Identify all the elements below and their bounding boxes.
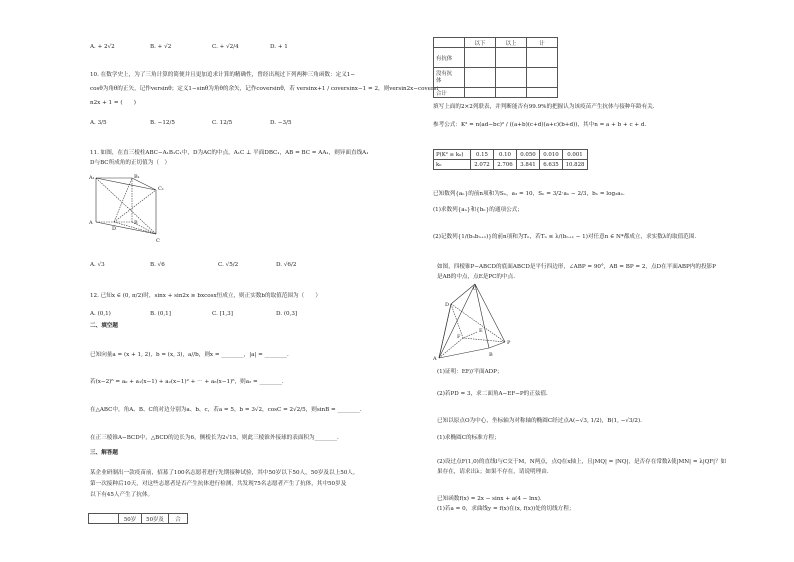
cell xyxy=(465,88,496,98)
q18-line-2: (1)求数列{aₙ}和{bₙ}的通项公式； xyxy=(433,207,523,213)
q19-part-2: (2)若PD = 3，求二面角A−EF−P的正弦值. xyxy=(437,391,548,397)
cell: 合计 xyxy=(434,88,465,98)
q20-line-2: (1)求椭圆C的标准方程； xyxy=(437,435,500,441)
contingency-table xyxy=(433,37,558,98)
cell: 没有抗 体 xyxy=(434,68,465,88)
cell xyxy=(527,68,558,88)
cell: k₀ xyxy=(434,160,471,170)
q19-part-1: (1)证明：EF//平面ADP； xyxy=(437,369,503,375)
label-f: F xyxy=(457,334,461,340)
label-c1: C₁ xyxy=(158,186,164,192)
cell: 10.828 xyxy=(563,160,588,170)
cell: 3.841 xyxy=(517,160,540,170)
q10-option-c: C. 12/5 xyxy=(212,120,233,126)
q12-option-d: D. (0,3] xyxy=(276,311,298,317)
q21-line-2: (1)若a = 0，求曲线y = f(x)在(x, f(x))处的切线方程； xyxy=(437,506,575,512)
cell xyxy=(496,88,527,98)
q9-option-a: A. + 2√2 xyxy=(90,44,115,50)
fill-q16: 在正三棱锥A−BCD中，△BCD的边长为6，侧棱长为2√15，则此三棱锥外接球的表面积为________. xyxy=(90,435,339,441)
cell: 6.635 xyxy=(540,160,563,170)
cell: 有抗体 xyxy=(434,48,465,68)
label-a: A xyxy=(433,356,437,362)
q19-line-2: 是AB的中点，点E是PC的中点. xyxy=(437,274,515,280)
q20-line-3: (2)设过点F(1,0)的直线l与C交于M，N两点，点Q在x轴上，且|MQ| = |NQ|，是否存在常数λ使|MN| = λ|QF|？如 xyxy=(437,459,727,465)
section-fill-in: 二、填空题 xyxy=(90,323,118,329)
cell: 2.072 xyxy=(471,160,494,170)
q9-option-d: D. + 1 xyxy=(270,44,288,50)
cell: 合 xyxy=(169,514,188,524)
cell xyxy=(496,68,527,88)
fill-note: 填写上面的2×2列联表，并判断能否有99.9%的把握认为该疫苗产生抗体与接种年龄有关. xyxy=(433,104,655,110)
fill-q15: 在△ABC中，角A、B、C的对边分别为a、b、c，若a = 5，b = 3√2，cosC = 2√2/5，则sinB = ________. xyxy=(90,407,362,413)
q12-option-b: B. (0,1] xyxy=(150,311,171,317)
cell xyxy=(527,48,558,68)
fill-q13: 已知向量a = (x + 1, 2)，b = (x, 3)，a//b，则x = ________，|a| = ________. xyxy=(90,352,289,358)
formula: 参考公式：K² = n(ad−bc)² / ((a+b)(c+d)(a+c)(b+d))，其中n = a + b + c + d. xyxy=(433,122,647,128)
q11-option-c: C. √5/2 xyxy=(218,262,239,268)
section-solutions: 三、解答题 xyxy=(90,450,118,456)
cell xyxy=(496,48,527,68)
label-b: B xyxy=(134,220,138,226)
q19-line-1: 如图，四棱锥P−ABCD的底面ABCD是平行四边形，∠ABP = 90°，AB = BP = 2，点D在平面ABP内的投影P xyxy=(437,264,716,270)
q10-option-a: A. 3/5 xyxy=(90,120,107,126)
pyramid-figure xyxy=(433,282,523,362)
q12-option-a: A. (0,1) xyxy=(90,311,111,317)
q20-line-1: 已知以原点O为中心，坐标轴为对称轴的椭圆C经过点A(−√3, 1/2)，B(1, −√3/2). xyxy=(437,418,642,424)
q12-line: 12. 已知x ∈ (0, π/2)时，sinx + sin2x ≥ bxcosx恒成立，则正实数b的取值范围为（ ） xyxy=(90,293,321,299)
q12-option-c: C. [1,3] xyxy=(212,311,233,317)
cell xyxy=(434,38,465,48)
q11-option-b: B. √6 xyxy=(150,262,165,268)
cell: 以下 xyxy=(465,38,496,48)
cell: 50岁及 xyxy=(142,514,169,524)
cell xyxy=(465,68,496,88)
cell: 计 xyxy=(527,38,558,48)
q11-line-2: D与BC所成角的正切值为（ ） xyxy=(90,160,171,166)
cell: 0.010 xyxy=(540,150,563,160)
label-p: P xyxy=(507,340,511,346)
q10-line-3: n2x + 1 = ( ) xyxy=(90,100,136,106)
table-bottom-header xyxy=(88,513,188,524)
q9-option-c: C. + √2/4 xyxy=(212,44,239,50)
cell: 0.15 xyxy=(471,150,494,160)
cell: 0.050 xyxy=(517,150,540,160)
q10-line-1: 10. 在数学史上，为了三角计算的简便并且更加追求计算的精确性，曾经出现过下列两种三角函数：定义1− xyxy=(90,72,356,78)
cell: 以上 xyxy=(496,38,527,48)
q17-line-2: 第一次接种后10天，对这些志愿者是否产生抗体进行检测，共发现75名志愿者产生了抗体，其中50岁及 xyxy=(90,481,347,487)
q21-line-1: 已知函数f(x) = 2x − sinx + a(4 − lnx). xyxy=(437,496,542,502)
q11-option-d: D. √6/2 xyxy=(276,262,297,268)
fill-q14: 若(x−2)⁶ = a₀ + a₁(x−1) + a₂(x−1)² + ⋯ + a₆(x−1)⁶，则a₂ = ________. xyxy=(90,379,284,385)
cell: 0.10 xyxy=(494,150,517,160)
q18-line-3: (2)记数列{1/(bₙbₙ₊₁)}的前n项和为Tₙ，若Tₙ ≤ λ/(bₙ₊₁ − 1)对任意n ∈ N*都成立，求实数λ的取值范围. xyxy=(433,234,697,240)
label-b1: B₁ xyxy=(134,174,140,180)
right-column xyxy=(397,0,794,562)
q11-option-a: A. √3 xyxy=(90,262,105,268)
q10-option-b: B. −12/5 xyxy=(150,120,175,126)
q9-option-b: B. + √2 xyxy=(150,44,172,50)
label-b: B xyxy=(489,352,493,358)
label-a1: A₁ xyxy=(89,175,95,181)
critical-value-table xyxy=(433,149,588,170)
prism-figure xyxy=(88,172,168,247)
q10-line-2: cosθ为角θ的正矢，记作versinθ；定义1−sinθ为角θ的余矢，记作coversinθ，若 versinx+1 / coversinx−1 = 2，则versin2x−coversi xyxy=(90,86,439,92)
label-a: A xyxy=(89,220,93,226)
q18-line-1: 已知数列{aₙ}的前n项和为Sₙ，a₃ = 10，Sₙ = 3/2·aₙ − 2/3，bₙ = log₃aₙ. xyxy=(433,191,625,197)
cell xyxy=(527,88,558,98)
cell: 0.001 xyxy=(563,150,588,160)
cell xyxy=(465,48,496,68)
q17-line-1: 某企业研制出一款疫苗前，招募了100名志愿者进行先期接种试验，其中50岁以下50人，50岁及以上50人。 xyxy=(90,470,359,476)
label-d: D xyxy=(112,226,117,232)
label-e: E xyxy=(479,328,483,334)
label-d: D xyxy=(445,302,450,308)
cell: P(K² ≥ k₀) xyxy=(434,150,471,160)
q20-line-4: 果存在，请求出λ；如果不存在，请说明理由. xyxy=(437,469,549,475)
q11-line-1: 11. 如图，在直三棱柱ABC−A₁B₁C₁中，D为AC的中点，A₁C ⊥ 平面DBC₁，AB = BC = AA₁，则异面直线A₁ xyxy=(90,150,369,156)
cell: 2.706 xyxy=(494,160,517,170)
label-c: C xyxy=(473,286,477,292)
cell xyxy=(89,514,119,524)
q17-line-3: 以下有45人产生了抗体。 xyxy=(90,492,154,498)
cell: 50岁 xyxy=(119,514,142,524)
q10-option-d: D. −3/5 xyxy=(270,120,292,126)
label-c: C xyxy=(156,238,160,244)
